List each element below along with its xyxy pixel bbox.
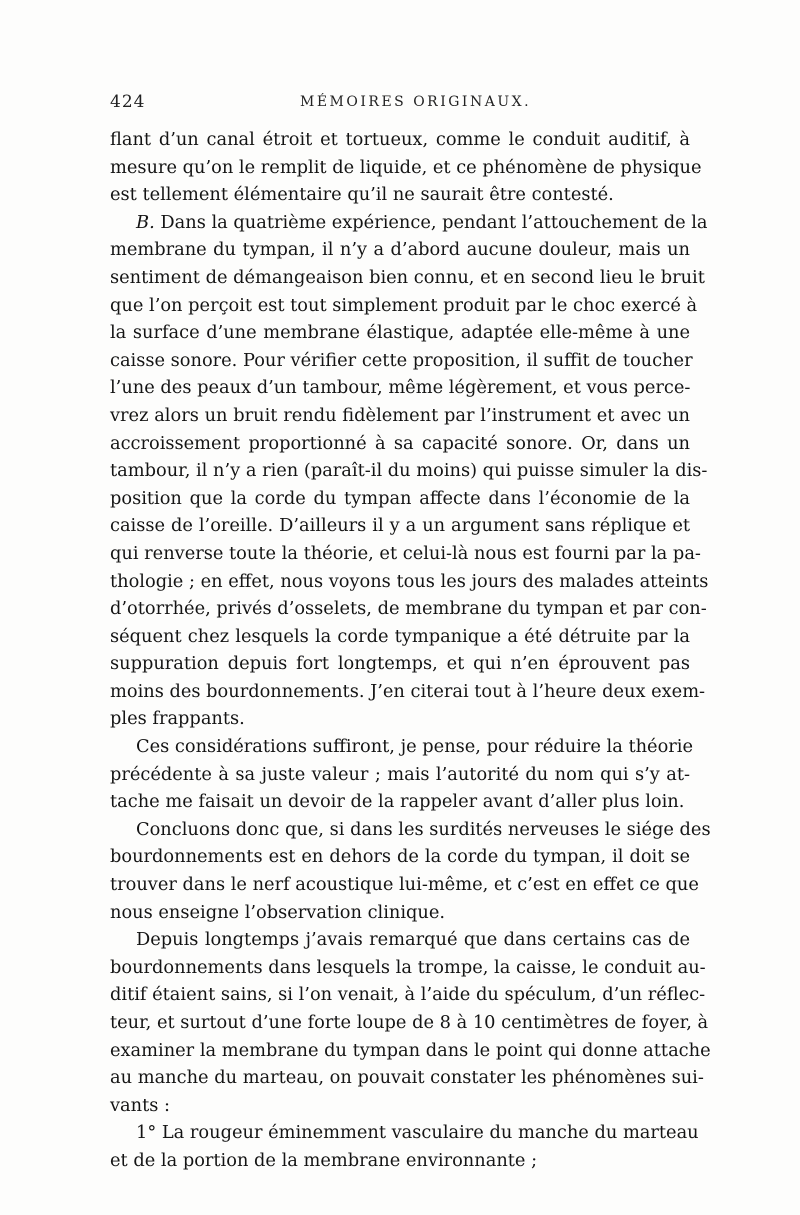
text-line: ditif étaient sains, si l’on venait, à l’aide du spéculum, d’un réflec-	[110, 984, 706, 1006]
text-line: que l’on perçoit est tout simplement produit par le choc exercé à	[110, 294, 698, 316]
text-line: Concluons donc que, si dans les surdités nerveuses le siége des	[136, 818, 711, 840]
text-line: vrez alors un bruit rendu fidèlement par l’instrument et avec un	[110, 404, 690, 426]
text-line: bourdonnements est en dehors de la corde du tympan, il doit se	[110, 846, 690, 868]
text-line: mesure qu’on le remplit de liquide, et ce phénomène de physique	[110, 156, 702, 178]
text-line: teur, et surtout d’une forte loupe de 8 à 10 centimètres de foyer, à	[110, 1012, 709, 1033]
text-line: l’une des peaux d’un tambour, même légèrement, et vous perce-	[110, 377, 691, 399]
paragraph-label-b: B.	[136, 211, 155, 233]
running-header	[110, 92, 690, 120]
text-line: nous enseigne l’observation clinique.	[110, 901, 446, 923]
text-line: position que la corde du tympan affecte dans l’économie de la	[110, 487, 690, 509]
text-line: accroissement proportionné à sa capacité sonore. Or, dans un	[110, 432, 690, 454]
text-line: d’otorrhée, privés d’osselets, de membrane du tympan et par con-	[110, 598, 707, 620]
text-line: Dans la quatrième expérience, pendant l’attouchement de la	[160, 211, 708, 233]
text-line: bourdonnements dans lesquels la trompe, la caisse, le conduit au-	[110, 956, 706, 978]
text-line: La rougeur éminemment vasculaire du manche du marteau	[161, 1122, 699, 1144]
text-line: caisse de l’oreille. D’ailleurs il y a un argument sans réplique et	[110, 515, 690, 537]
running-title: MÉMOIRES ORIGINAUX.	[300, 94, 532, 110]
text-line: Ces considérations suffiront, je pense, pour réduire la théorie	[136, 736, 693, 758]
text-line: vants :	[110, 1094, 171, 1116]
text-line: thologie ; en effet, nous voyons tous les jours des malades atteints	[110, 570, 709, 592]
text-line: membrane du tympan, il n’y a d’abord aucune douleur, mais un	[110, 239, 690, 261]
paragraph-b-first-line	[110, 209, 708, 237]
text-line: moins des bourdonnements. J’en citerai tout à l’heure deux exem-	[110, 680, 706, 702]
text-line: précédente à sa juste valeur ; mais l’autorité du nom qui s’y at-	[110, 763, 690, 785]
body-text	[110, 126, 711, 1175]
text-line: est tellement élémentaire qu’il ne saurait être contesté.	[110, 184, 614, 206]
page-number: 424	[110, 92, 146, 112]
list-item-1-first-line	[110, 1119, 699, 1147]
text-line: la surface d’une membrane élastique, adaptée elle-même à une	[110, 322, 690, 344]
text-line: trouver dans le nerf acoustique lui-même, et c’est en effet ce que	[110, 874, 699, 896]
text-line: Depuis longtemps j’avais remarqué que dans certains cas de	[136, 929, 690, 951]
text-line: tache me faisait un devoir de la rappeler avant d’aller plus loin.	[110, 791, 685, 813]
text-line: examiner la membrane du tympan dans le point qui donne attache	[110, 1039, 711, 1061]
text-line: sentiment de démangeaison bien connu, et en second lieu le bruit	[110, 266, 705, 288]
text-line: suppuration depuis fort longtemps, et qui n’en éprouvent pas	[110, 653, 690, 675]
list-item-label: 1°	[136, 1122, 157, 1144]
text-line: caisse sonore. Pour vérifier cette proposition, il suffit de toucher	[110, 349, 693, 371]
text-line: séquent chez lesquels la corde tympanique a été détruite par la	[110, 625, 690, 647]
text-line: flant d’un canal étroit et tortueux, comme le conduit auditif, à	[110, 129, 690, 150]
text-line: et de la portion de la membrane environnante ;	[110, 1149, 538, 1171]
text-line: tambour, il n’y a rien (paraît-il du moins) qui puisse simuler la dis-	[110, 460, 708, 482]
text-line: au manche du marteau, on pouvait constater les phénomènes sui-	[110, 1067, 704, 1089]
text-line: qui renverse toute la théorie, et celui-là nous est fourni par la pa-	[110, 542, 701, 564]
text-line: ples frappants.	[110, 708, 245, 730]
